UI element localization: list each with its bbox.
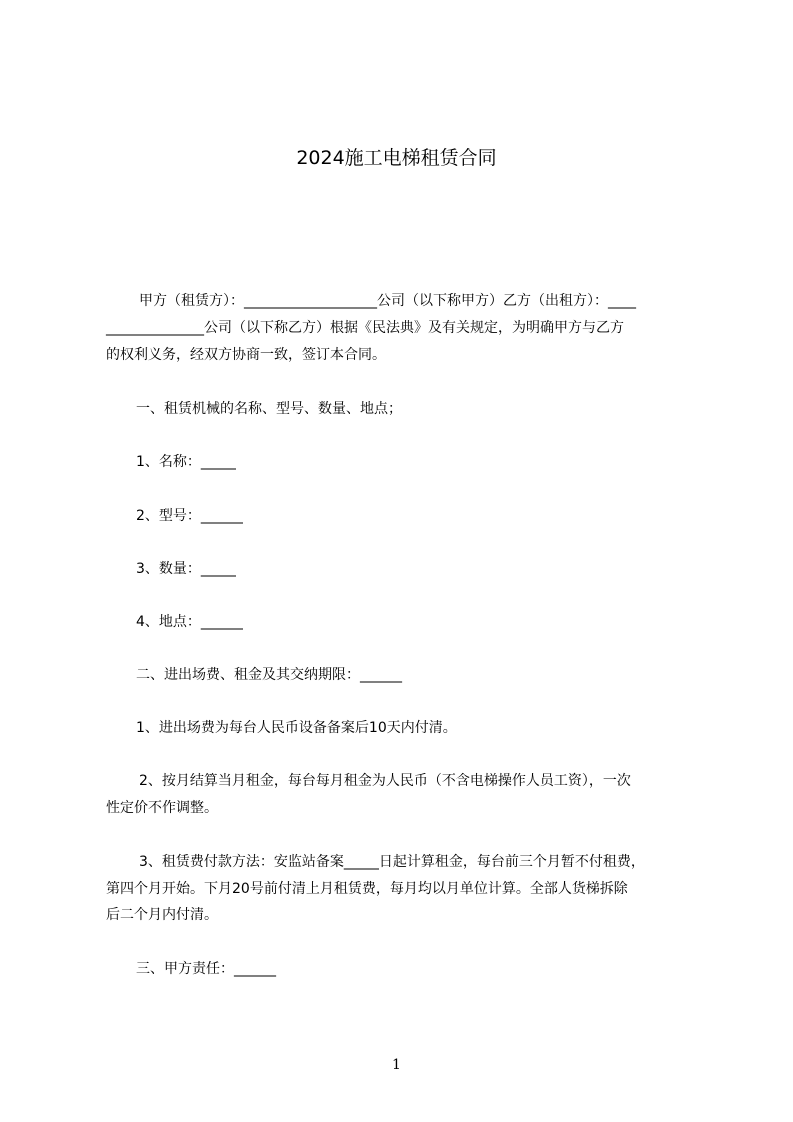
section-heading-fees: 二、进出场费、租金及其交纳期限：______: [136, 667, 402, 683]
page-number: 1: [392, 1057, 401, 1073]
fee-clause-2: 2、按月结算当月租金，每台每月租金为人民币（不含电梯操作人员工资），一次: [139, 773, 631, 789]
item-model: 2、型号：______: [136, 508, 243, 524]
paragraph-line-parties-cont: ______________公司（以下称乙方）根据《民法典》及有关规定，为明确甲方与乙方: [106, 320, 624, 336]
document-title: 2024施工电梯租赁合同: [296, 147, 497, 169]
item-quantity: 3、数量：_____: [136, 561, 236, 577]
fee-clause-3-cont: 第四个月开始。下月20号前付清上月租赁费，每月均以月单位计算。全部人货梯拆除: [106, 881, 628, 897]
section-heading-party-a-duties: 三、甲方责任：______: [136, 961, 276, 977]
fee-clause-3-end: 后二个月内付清。: [106, 907, 218, 923]
item-name: 1、名称：_____: [136, 454, 236, 470]
fee-clause-3: 3、租赁费付款方法：安监站备案_____日起计算租金，每台前三个月暂不付租费，: [139, 854, 645, 870]
paragraph-line-parties-end: 的权利义务，经双方协商一致，签订本合同。: [106, 347, 386, 363]
fee-clause-2-cont: 性定价不作调整。: [106, 800, 218, 816]
item-location: 4、地点：______: [136, 614, 243, 630]
paragraph-line-parties: 甲方（租赁方）：___________________公司（以下称甲方）乙方（出租方）：____: [139, 293, 636, 309]
section-heading-machinery: 一、租赁机械的名称、型号、数量、地点；: [136, 401, 402, 417]
fee-clause-1: 1、进出场费为每台人民币设备备案后10天内付清。: [136, 720, 457, 736]
